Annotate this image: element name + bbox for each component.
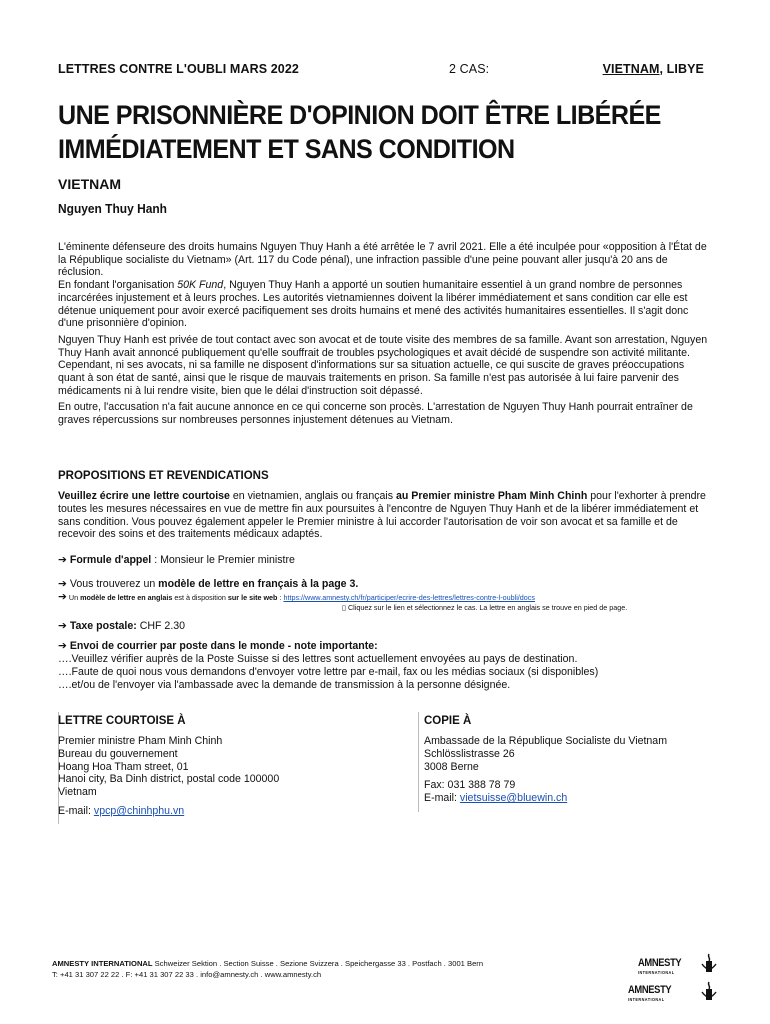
anglais-bold: modèle de lettre en anglais (80, 593, 173, 602)
address-line: 3008 Berne (424, 760, 479, 773)
propositions-heading: PROPOSITIONS ET REVENDICATIONS (58, 470, 269, 482)
title-line-2: IMMÉDIATEMENT ET SANS CONDITION (58, 134, 515, 164)
footer-org: AMNESTY INTERNATIONAL (52, 959, 153, 968)
request-text-1: en vietnamien, anglais ou français (229, 490, 396, 502)
paragraph-2 (58, 279, 708, 330)
logo-name: AMNESTY (628, 984, 672, 996)
taxe-label: Taxe postale: (69, 620, 137, 632)
address-line: Vietnam (58, 786, 97, 799)
divider-right (418, 712, 419, 812)
header-countries (603, 62, 704, 76)
footer-line-1 (52, 958, 483, 969)
logo-sub: INTERNATIONAL (638, 970, 675, 975)
lettre-heading: LETTRE COURTOISE À (58, 715, 186, 727)
taxe-value: CHF 2.30 (136, 620, 186, 632)
amnesty-logo-top (638, 958, 689, 978)
person-name: Nguyen Thuy Hanh (58, 201, 167, 216)
address-line: Ambassade de la République Socialiste du Vietnam (424, 735, 668, 747)
logo-text (638, 958, 681, 978)
email-label: E-mail: (424, 792, 460, 805)
address-line: Hoang Hoa Tham street, 01 (58, 760, 189, 773)
amnesty-logo-bottom (628, 985, 679, 1005)
formule-line (58, 554, 295, 567)
footer (52, 958, 483, 980)
taxe-line (58, 620, 185, 633)
copie-address (424, 735, 667, 805)
envoi-label: Envoi de courrier par poste dans le monde - note importante: (69, 640, 378, 652)
email-label: E-mail: (58, 804, 94, 817)
request-bold-2: au Premier ministre Pham Minh Chinh (396, 490, 588, 502)
anglais-text-a: Un (66, 593, 81, 602)
envoi-note-1: ….Veuillez vérifier auprès de la Poste Suisse si des lettres sont actuellement envoyées au pays de destination. (58, 653, 578, 665)
copie-heading: COPIE À (424, 715, 472, 727)
arrow-icon: ➔ (58, 591, 67, 603)
logo-name: AMNESTY (638, 957, 682, 969)
candle-icon (700, 980, 718, 1004)
formule-label: Formule d'appel (69, 554, 152, 566)
envoi-note-2: ….Faute de quoi nous vous demandons d'envoyer votre lettre par e-mail, fax ou les médias sociaux (si disponibles) (58, 666, 599, 678)
copie-box (424, 715, 667, 805)
anglais-note (342, 602, 627, 615)
country-heading: VIETNAM (58, 176, 121, 192)
paragraph-4: En outre, l'accusation n'a fait aucune annonce en ce qui concerne son procès. L'arrestation de Nguyen Thuy Hanh pourrait entraîner de graves répercussions sur nombreuses personnes injustement détenues au Vietnam. (58, 401, 693, 427)
anglais-bold-2: sur le site web (227, 593, 278, 602)
arrow-icon: ➔ (58, 620, 67, 632)
fund-name: 50K Fund (177, 279, 224, 292)
anglais-text-c: : (277, 593, 284, 602)
letters-docs-link[interactable]: https://www.amnesty.ch/fr/participer/ecrire-des-lettres/lettres-contre-l-oubli/docs (283, 593, 535, 602)
anglais-note-text: Cliquez sur le lien et sélectionnez le cas. La lettre en anglais se trouve en pied de page. (345, 603, 628, 612)
formule-value: : Monsieur le Premier ministre (151, 554, 295, 566)
copie-email-line (424, 792, 667, 805)
request-text-2: pour l'exhorter à prendre toutes les mesures nécessaires en vue de mettre fin aux poursuites à l'encontre de Nguyen Thuy Hanh et de la libérer immédiatement et sans condition. Vous pouvez également appeler le Premier ministre à lui accorder l'autorisation de voir son avocat et sa famille et de recevoir des soins et des traitements médicaux adaptés. (58, 490, 706, 541)
request-paragraph (58, 490, 708, 541)
address-line: Premier ministre Pham Minh Chinh (58, 735, 223, 747)
arrow-icon: ➔ (58, 640, 67, 652)
arrow-icon: ➔ (58, 554, 67, 566)
page-title (58, 98, 672, 166)
modele-line (58, 578, 358, 591)
lettre-address (58, 735, 279, 818)
header-country-rest: , LIBYE (659, 62, 704, 76)
lettre-email-link[interactable]: vpcp@chinhphu.vn (93, 804, 185, 817)
request-bold-1: Veuillez écrire une lettre courtoise (58, 490, 230, 502)
address-line: Bureau du gouvernement (58, 747, 178, 760)
modele-bold: modèle de lettre en français à la page 3. (158, 578, 359, 590)
copie-fax: Fax: 031 388 78 79 (424, 779, 516, 792)
logo-sub: INTERNATIONAL (628, 997, 665, 1002)
paragraph-3: Nguyen Thuy Hanh est privée de tout contact avec son avocat et de toute visite des membres de sa famille. Avant son arrestation, Nguyen Thuy Hanh avait annoncé publiquement qu'elle souffrait de troubles psychologiques et avait décidé de suspendre son activité militante. Cependant, ni ses avocats, ni sa famille ne disposent d'informations sur sa situation actuelle, ce qui suscite de graves préoccupations quant à son état de santé, ainsi que le risque de mauvais traitements en prison. Sa famille n'est pas autorisée à lui faire parvenir des médicaments ni à lui rendre visite, bien que le délai d'instruction soit dépassé. (58, 333, 708, 397)
paragraph-1: L'éminente défenseure des droits humains Nguyen Thuy Hanh a été arrêtée le 7 avril 2021. Elle a été inculpée pour «opposition à l'État de la République socialiste du Vietnam» (Art. 117 du Code pénal), une infraction passible d'une peine pouvant aller jusqu'à 20 ans de réclusion. (58, 241, 707, 279)
header-country-vietnam: VIETNAM (602, 62, 660, 76)
address-line: Hanoi city, Ba Dinh district, postal code 100000 (58, 773, 280, 786)
address-line: Schlösslistrasse 26 (424, 747, 515, 760)
footer-address: Schweizer Sektion . Section Suisse . Sezione Svizzera . Speichergasse 33 . Postfach . 3001 Bern (152, 959, 484, 968)
paragraph-2-b: , Nguyen Thuy Hanh a apporté un soutien humanitaire essentiel à un grand nombre de personnes incarcérées injustement et à leurs proches. Les autorités vietnamiennes doivent la libérer immédiatement et sans condition car elle est détenue uniquement pour avoir exercé pacifiquement ses droits humains et mené des activités humanitaires essentielles. Il s'agit donc d'une prisonnière d'opinion. (58, 279, 689, 330)
paragraph-2-a: En fondant l'organisation (58, 279, 178, 292)
logo-text (628, 985, 671, 1005)
copie-email-link[interactable]: vietsuisse@bluewin.ch (459, 792, 568, 805)
envoi-line (58, 640, 378, 653)
title-line-1: UNE PRISONNIÈRE D'OPINION DOIT ÊTRE LIBÉRÉE (58, 100, 661, 130)
header-cases: 2 CAS: (449, 62, 490, 76)
candle-icon (700, 952, 718, 976)
lettre-email-line (58, 805, 279, 818)
lettre-box (58, 715, 279, 818)
anglais-text-b: est à disposition (172, 593, 228, 602)
envoi-note-3: ….et/ou de l'envoyer via l'ambassade avec la demande de transmission à la personne désignée. (58, 679, 511, 691)
arrow-icon: ➔ (58, 578, 67, 590)
footer-line-2: T: +41 31 307 22 22 . F: +41 31 307 22 33 . info@amnesty.ch . www.amnesty.ch (52, 970, 322, 979)
pointer-icon: ▯ (342, 603, 346, 612)
case-description (58, 241, 708, 431)
modele-text: Vous trouverez un (66, 578, 159, 590)
header-campaign: LETTRES CONTRE L'OUBLI MARS 2022 (58, 62, 299, 76)
